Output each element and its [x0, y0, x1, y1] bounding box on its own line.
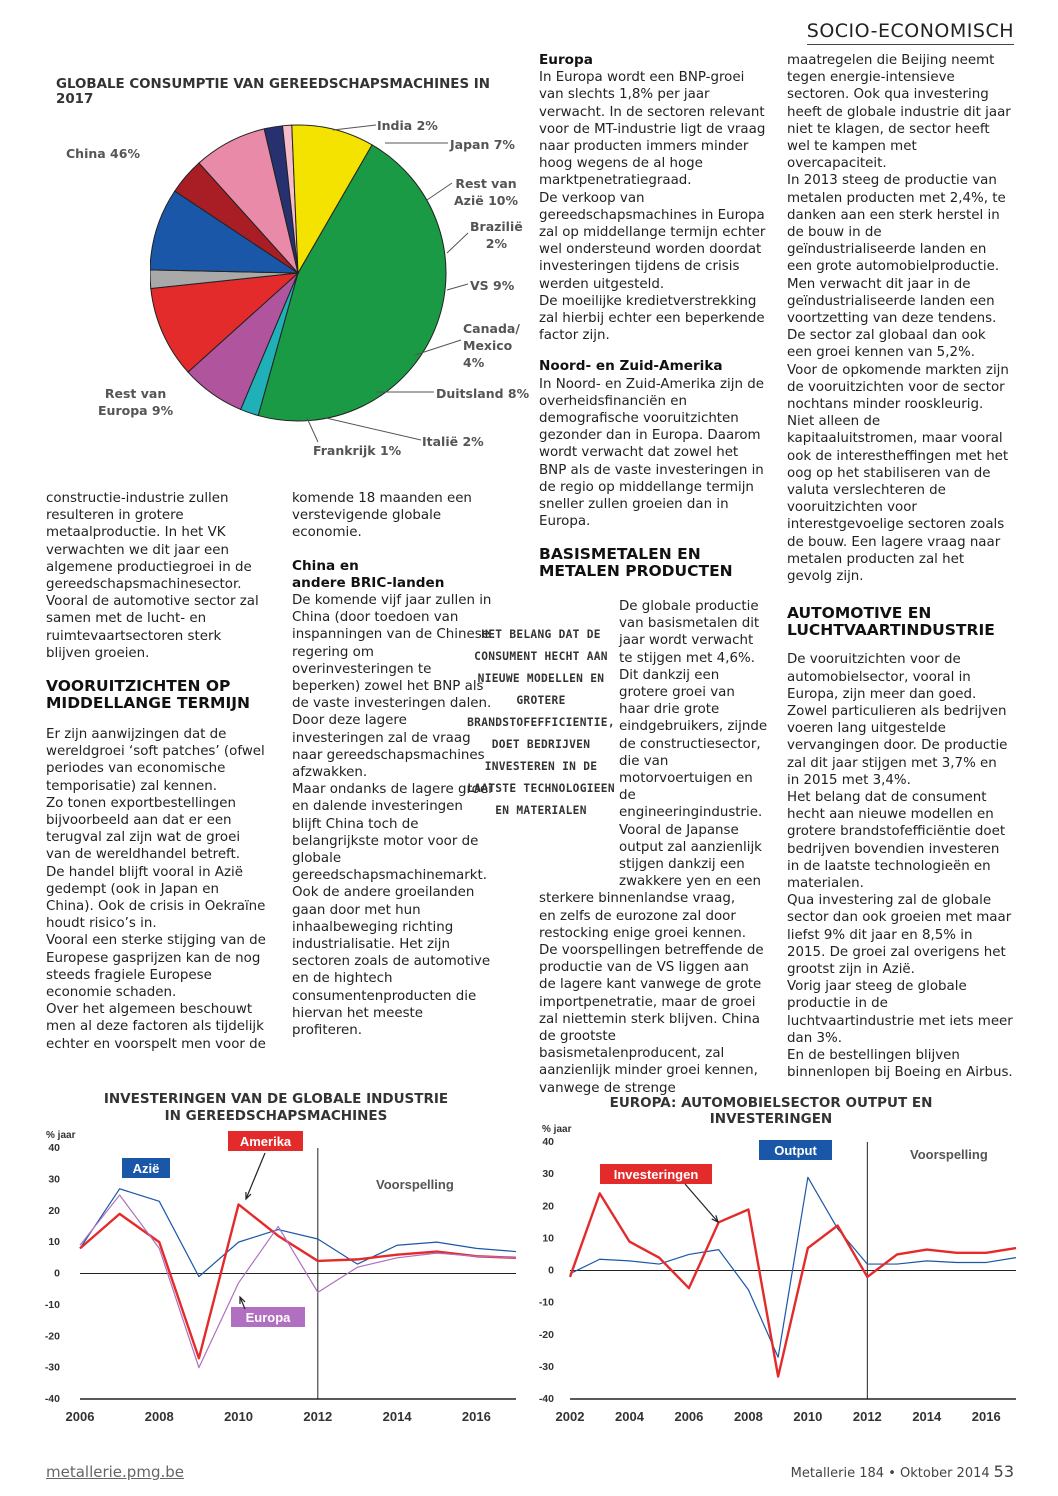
paragraph: Maar ondanks de lagere groei en dalende investeringen blijft China toch de belangrijkste motor voor de globale gereedschapsmachinemarkt.: [292, 782, 492, 884]
x-tick-label: 2002: [555, 1409, 585, 1424]
series-line-output: [570, 1177, 1016, 1357]
x-tick-label: 2010: [793, 1409, 823, 1424]
pie-label-india: India 2%: [377, 118, 438, 133]
paragraph: Zo tonen exportbestellingen bijvoorbeeld aan dat er een terugval zal zijn wat de groei van de wereldhandel betreft.: [46, 795, 241, 863]
paragraph: Qua investering zal de globale sector dan ook groeien met maar liefst 9% dit jaar en 8,5% in 2015. De groei zal overigens het grootst zijn in Azië.: [787, 893, 1012, 977]
pull-quote: HET BELANG DAT DE CONSUMENT HECHT AAN NIEUWE MODELLEN EN GROTERE BRANDSTOFEFFICIENTIE, DOET BEDRIJVEN INVESTEREN IN DE LAATSTE TECHNOLOGIEEN EN MATERIALEN: [467, 628, 615, 817]
y-tick-label: -30: [44, 1361, 60, 1374]
column-1: [46, 490, 268, 1053]
paragraph: De vooruitzichten voor de automobielsector, vooral in Europa, zijn meer dan goed. Zowel particulieren als bedrijven voeren lang uitgestelde vervangingen door. De productie zal dit jaar stijgen met 3,7% en in 2015 met 3,4%.: [787, 652, 1008, 788]
y-tick-label: -20: [44, 1330, 60, 1343]
footer-issue: Metallerie 184 • Oktober 2014 53: [790, 1462, 1014, 1481]
paragraph: En de bestellingen blijven binnenlopen bij Boeing en Airbus.: [787, 1047, 1013, 1081]
y-tick-label: -40: [538, 1393, 554, 1405]
page-number: 53: [993, 1462, 1014, 1481]
x-tick-label: 2004: [615, 1409, 644, 1424]
y-tick-label: -30: [538, 1360, 554, 1373]
heading-basismetalen: BASISMETALEN EN METALEN PRODUCTEN: [539, 545, 733, 581]
column-4: [787, 52, 1013, 1081]
footer-website-link[interactable]: metallerie.pmg.be: [46, 1463, 184, 1481]
y-tick-label: 40: [542, 1136, 554, 1148]
y-tick-label: -40: [44, 1393, 60, 1405]
heading-middellange-termijn: VOORUITZICHTEN OP MIDDELLANGE TERMIJN: [46, 677, 250, 713]
y-tick-label: -10: [44, 1298, 60, 1311]
heading-automotive: AUTOMOTIVE EN LUCHTVAARTINDUSTRIE: [787, 604, 995, 640]
y-tick-label: 10: [542, 1232, 554, 1245]
svg-text:Azië: Azië: [132, 1161, 160, 1176]
paragraph: De komende vijf jaar zullen in China (door toedoen van inspanningen van de Chinese regering om overinvesteringen te beperken) zowel het BNP als de vaste investeringen dalen.: [292, 593, 492, 712]
paragraph: Voor de opkomende markten zijn de vooruitzichten voor de sector nochtans minder rooskleurig.: [787, 362, 1009, 413]
legend-azie: [122, 1158, 170, 1178]
column-3: [539, 52, 767, 592]
y-tick-label: 30: [48, 1173, 60, 1186]
x-tick-label: 2016: [971, 1409, 1001, 1424]
europa-automobiel-line-chart: [530, 1112, 1020, 1440]
pie-label-japan: Japan 7%: [450, 137, 515, 152]
svg-text:Investeringen: Investeringen: [613, 1167, 699, 1182]
paragraph: In Europa wordt een BNP-groei van slechts 1,8% per jaar verwacht. In de sectoren relevant voor de MT-industrie ligt de vraag naar producten immers minder hoog wegens de al hoge marktpenetratiegraad.: [539, 70, 766, 189]
paragraph: maatregelen die Beijing neemt tegen energie-intensieve sectoren. Ook qua investering heeft de globale industrie dit jaar niet te klagen, de sector heeft wel te kampen met overcapaciteit.: [787, 53, 1011, 172]
legend-arrow: [685, 1184, 718, 1222]
section-header: SOCIO-ECONOMISCH: [807, 20, 1014, 45]
paragraph: constructie-industrie zullen resulteren in grotere metaalproductie. In het VK verwachten we dit jaar een algemene productiegroei in de gereedschapsmachinesector. Vooral de automotive sector zal samen met de lucht- en ruimtevaartsectoren sterk blijven groeien.: [46, 491, 259, 661]
forecast-label: Voorspelling: [910, 1147, 988, 1162]
x-tick-label: 2010: [224, 1409, 254, 1424]
pie-label-italie: Italië 2%: [422, 434, 484, 449]
x-tick-label: 2006: [674, 1409, 704, 1424]
series-line-investeringen: [570, 1193, 1016, 1376]
chart1-title: INVESTERINGEN VAN DE GLOBALE INDUSTRIE IN GEREEDSCHAPSMACHINES: [103, 1091, 449, 1124]
paragraph: Er zijn aanwijzingen dat de wereldgroei ‘soft patches’ (ofwel periodes van economische temporisatie) zal kennen.: [46, 727, 265, 794]
paragraph: Door deze lagere investeringen zal de vraag naar gereedschapsmachines afzwakken.: [292, 713, 485, 781]
x-tick-label: 2012: [852, 1409, 882, 1424]
svg-text:Output: Output: [774, 1143, 817, 1158]
legend-arrow: [246, 1153, 265, 1199]
pie-label-frankrijk: Frankrijk 1%: [313, 443, 402, 458]
svg-text:Amerika: Amerika: [239, 1134, 292, 1149]
x-tick-label: 2014: [912, 1409, 942, 1424]
paragraph: komende 18 maanden een verstevigende globale economie.: [292, 491, 472, 541]
pie-label-china: China 46%: [66, 146, 140, 161]
y-tick-label: 0: [54, 1267, 60, 1280]
y-tick-label: 30: [542, 1168, 554, 1181]
y-tick-label: -20: [538, 1328, 554, 1341]
y-axis-label: % jaar: [542, 1124, 572, 1135]
y-tick-label: 40: [48, 1142, 60, 1154]
pie-label-vs: VS 9%: [470, 278, 515, 293]
y-tick-label: 20: [542, 1200, 554, 1213]
legend-europa: [231, 1307, 305, 1327]
paragraph: Ook de andere groeilanden gaan door met hun inhaalbeweging richting industrialisatie. Het zijn sectoren zoals de automotive en de hightech consumentenproducten die hiervan het meeste profiteren.: [292, 885, 491, 1039]
paragraph: De moeilijke kredietverstrekking zal hierbij echter een beperkende factor zijn.: [539, 293, 765, 344]
pie-label-brazilie: Brazilië 2%: [470, 219, 523, 251]
paragraph: en zelfs de eurozone zal door restocking enige groei kennen.: [539, 908, 746, 941]
x-tick-label: 2006: [65, 1409, 95, 1424]
forecast-label: Voorspelling: [376, 1177, 454, 1192]
paragraph: In Noord- en Zuid-Amerika zijn de overheidsfinanciën en demografische vooruitzichten gezonder dan in Europa. Daarom wordt verwacht dat zowel het BNP als de vaste investeringen in de regio op middellange termijn sneller zullen groeien dan in Europa.: [539, 376, 764, 530]
y-tick-label: -10: [538, 1296, 554, 1309]
paragraph: Vorig jaar steeg de globale productie in de luchtvaartindustrie met iets meer dan 3%.: [787, 979, 1013, 1046]
heading-china-line2: andere BRIC-landen: [292, 574, 445, 591]
pie-chart-title: GLOBALE CONSUMPTIE VAN GEREEDSCHAPSMACHINES IN 2017: [56, 77, 490, 107]
pie-label-rest-azie: Rest van Azië 10%: [454, 176, 518, 208]
x-tick-label: 2012: [303, 1409, 333, 1424]
series-line-europa: [80, 1195, 516, 1368]
x-tick-label: 2014: [382, 1409, 412, 1424]
paragraph: Vooral een sterke stijging van de Europese gasprijzen kan de nog steeds fragiele Europese economie schaden.: [46, 933, 266, 1001]
series-line-amerika: [80, 1204, 516, 1358]
paragraph: In 2013 steeg de productie van metalen producten met 2,4%, te danken aan een sterk herstel in de bouw in de geïndustrialiseerde landen en een grote automobielproductie.: [787, 173, 1006, 275]
y-tick-label: 10: [48, 1236, 60, 1249]
pie-label-rest-europa: Rest van Europa 9%: [98, 386, 174, 418]
paragraph: Over het algemeen beschouwt men al deze factoren als tijdelijk echter en voorspelt men voor de: [46, 1002, 266, 1052]
investeringen-line-chart: [40, 1110, 530, 1440]
paragraph: De voorspellingen betreffende de productie van de VS liggen aan de lagere kant vanwege de grote importpenetratie, maar de groei zal niettemin sterk blijven. China de grootste basismetalenproducent, zal aanzienlijk minder groei kennen, vanwege de strenge: [539, 943, 764, 1096]
pie-label-duitsland: Duitsland 8%: [436, 386, 530, 401]
legend-output: [759, 1140, 832, 1160]
x-tick-label: 2008: [733, 1409, 763, 1424]
legend-amerika: [228, 1131, 303, 1151]
y-tick-label: 0: [548, 1264, 554, 1277]
heading-amerika: Noord- en Zuid-Amerika: [539, 358, 723, 375]
y-axis-label: % jaar: [46, 1130, 76, 1141]
y-tick-label: 20: [48, 1204, 60, 1217]
paragraph: De verkoop van gereedschapsmachines in Europa zal op middellange termijn echter wel ondersteund worden doordat investeringen tijdens de crisis werden uitgesteld.: [539, 190, 766, 292]
svg-text:Europa: Europa: [245, 1310, 291, 1325]
x-tick-label: 2008: [144, 1409, 174, 1424]
paragraph: Niet alleen de kapitaaluitstromen, maar vooral ook de interestheffingen met het oog op het stabiliseren van de valuta verslechteren de vooruitzichten voor interestgevoelige sectoren zoals de bouw. Een lagere vraag naar metalen producten zal het gevolg zijn.: [787, 414, 1009, 585]
pie-label-canada-mexico: Canada/ Mexico 4%: [463, 321, 520, 370]
chart2-title: EUROPA: AUTOMOBIELSECTOR OUTPUT EN INVESTERINGEN: [609, 1095, 933, 1127]
heading-china-line1: China en: [292, 557, 359, 574]
x-tick-label: 2016: [461, 1409, 491, 1424]
paragraph: Men verwacht dit jaar in de geïndustrialiseerde landen een voortzetting van deze tendens. De sector zal globaal dan ook een groei kennen van 5,2%.: [787, 276, 997, 361]
legend-investeringen: [600, 1164, 712, 1184]
paragraph: De globale productie van basismetalen dit jaar wordt verwacht te stijgen met 4,6%. Dit dankzij een grotere groei van haar drie grote eindgebruikers, zijnde de constructiesector, die van motorvoertuigen en de engineeringindustrie. Vooral de Japanse output zal aanzienlijk stijgen dankzij een zwakkere yen en een sterkere binnenlandse vraag,: [539, 599, 768, 907]
heading-europa: Europa: [539, 52, 593, 68]
paragraph: De handel blijft vooral in Azië gedempt (ook in Japan en China). Ook de crisis in Oekraïne houdt risico’s in.: [46, 864, 266, 932]
paragraph: Het belang dat de consument hecht aan nieuwe modellen en grotere brandstofefficiëntie doet bedrijven bovendien investeren in de laatste technologieën en materialen.: [787, 789, 1006, 891]
